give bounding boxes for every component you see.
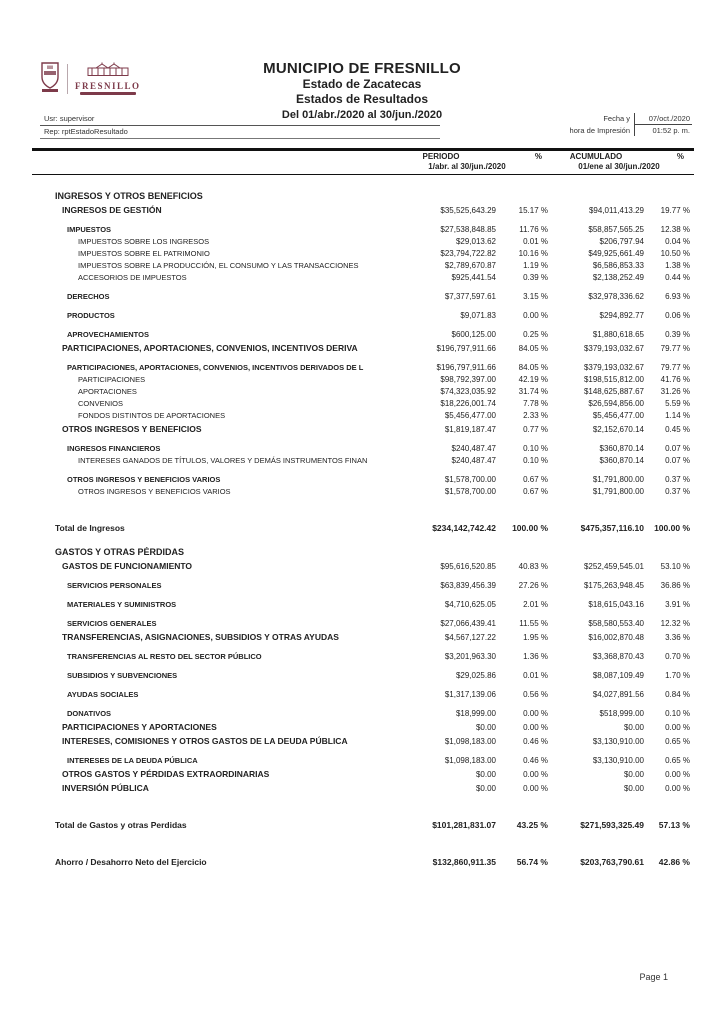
row-value: 0.07 % [665, 456, 690, 465]
row-value: $475,357,116.10 [580, 523, 644, 533]
row-value: $1,578,700.00 [444, 487, 496, 496]
row-value: 36.86 % [660, 581, 690, 590]
table-row [40, 310, 690, 321]
row-label: IMPUESTOS SOBRE LA PRODUCCIÓN, EL CONSUMO Y LAS TRANSACCIONES [78, 261, 359, 270]
row-value: 12.32 % [660, 619, 690, 628]
row-value: 11.55 % [519, 619, 548, 628]
row-value: $58,857,565.25 [588, 225, 644, 234]
row-value: $32,978,336.62 [588, 292, 644, 301]
table-row [40, 343, 690, 354]
row-value: $29,025.86 [455, 671, 496, 680]
row-label: INGRESOS FINANCIEROS [67, 444, 161, 453]
row-value: 0.00 % [665, 723, 690, 732]
row-label: PARTICIPACIONES Y APORTACIONES [62, 722, 217, 732]
row-label: DONATIVOS [67, 709, 112, 718]
row-label: INTERESES, COMISIONES Y OTROS GASTOS DE LA DEUDA PÚBLICA [62, 736, 348, 746]
row-label: ACCESORIOS DE IMPUESTOS [78, 273, 187, 282]
row-value: 0.00 % [523, 311, 548, 320]
report-rows [40, 178, 690, 868]
row-value: $196,797,911.66 [436, 363, 496, 372]
row-value: $1,791,800.00 [592, 487, 644, 496]
table-row [40, 599, 690, 610]
row-value: $2,138,252.49 [592, 273, 644, 282]
row-value: $49,925,661.49 [588, 249, 644, 258]
row-value: $26,594,856.00 [588, 399, 644, 408]
row-value: 0.00 % [523, 784, 548, 793]
row-value: $101,281,831.07 [432, 820, 496, 830]
spacer [32, 152, 386, 162]
row-value: 0.46 % [523, 756, 548, 765]
row-value: $0.00 [623, 770, 644, 779]
table-row [40, 651, 690, 662]
row-value: $0.00 [475, 770, 496, 779]
row-value: 56.74 % [516, 857, 548, 867]
row-value: 0.10 % [523, 456, 548, 465]
row-value: 10.50 % [660, 249, 690, 258]
row-value: $379,193,032.67 [583, 344, 644, 353]
row-value: 7.78 % [523, 399, 548, 408]
row-value: 0.10 % [523, 444, 548, 453]
print-info [570, 113, 692, 136]
row-value: $95,616,520.85 [440, 562, 496, 571]
table-row [40, 783, 690, 794]
row-label: APORTACIONES [78, 387, 137, 396]
row-label: INGRESOS Y OTROS BENEFICIOS [55, 191, 203, 201]
row-value: $58,580,553.40 [588, 619, 644, 628]
row-value: $5,456,477.00 [592, 411, 644, 420]
row-value: 2.33 % [523, 411, 548, 420]
table-row [40, 474, 690, 485]
row-value: 42.19 % [518, 375, 548, 384]
col-subheader-acumulado-range: 01/ene al 30/jun./2020 [578, 162, 660, 171]
row-label: PRODUCTOS [67, 311, 115, 320]
row-value: 0.10 % [665, 709, 690, 718]
table-row [40, 374, 690, 385]
row-value: 84.05 % [518, 344, 548, 353]
row-label: DERECHOS [67, 292, 110, 301]
row-value: $1,880,618.65 [592, 330, 644, 339]
table-row [40, 291, 690, 302]
row-value: 5.59 % [665, 399, 690, 408]
row-label: SUBSIDIOS Y SUBVENCIONES [67, 671, 178, 680]
col-header-pct-1: % [534, 152, 542, 161]
row-value [496, 191, 548, 202]
row-value: $518,999.00 [599, 709, 644, 718]
row-value [386, 547, 496, 558]
table-row [40, 820, 690, 831]
row-value: $29,013.62 [455, 237, 496, 246]
row-value: 0.01 % [523, 237, 548, 246]
row-value: 0.84 % [665, 690, 690, 699]
row-value: $148,625,887.67 [583, 387, 644, 396]
row-value: 84.05 % [518, 363, 548, 372]
row-label: TRANSFERENCIAS AL RESTO DEL SECTOR PÚBLICO [67, 652, 262, 661]
row-value: $240,487.47 [451, 456, 496, 465]
print-label-line1: Fecha y [603, 114, 630, 123]
row-value: $1,098,183.00 [444, 756, 496, 765]
row-value: 40.83 % [518, 562, 548, 571]
table-row [40, 689, 690, 700]
table-row [40, 272, 690, 283]
row-value: 19.77 % [660, 206, 690, 215]
row-label: APROVECHAMIENTOS [67, 330, 149, 339]
row-value: $1,791,800.00 [592, 475, 644, 484]
row-value: $0.00 [475, 723, 496, 732]
row-value: 0.07 % [665, 444, 690, 453]
row-value: $6,586,853.33 [592, 261, 644, 270]
table-row [40, 260, 690, 271]
row-value: $3,130,910.00 [592, 756, 644, 765]
row-value: $4,027,891.56 [592, 690, 644, 699]
row-value: 0.06 % [665, 311, 690, 320]
row-value: 0.39 % [665, 330, 690, 339]
row-label: MATERIALES Y SUMINISTROS [67, 600, 177, 609]
row-value: $8,087,109.49 [592, 671, 644, 680]
row-value: $2,152,670.14 [592, 425, 644, 434]
state-name: Estado de Zacatecas [302, 77, 422, 91]
row-value: $74,323,035.92 [440, 387, 496, 396]
row-label: INVERSIÓN PÚBLICA [62, 783, 149, 793]
logo-wordmark: FRESNILLO [75, 81, 141, 91]
row-value: 1.38 % [665, 261, 690, 270]
row-value [496, 547, 548, 558]
table-row [40, 722, 690, 733]
row-value: 43.25 % [516, 820, 548, 830]
row-label: FONDOS DISTINTOS DE APORTACIONES [78, 411, 226, 420]
table-row [40, 618, 690, 629]
row-value: 0.77 % [523, 425, 548, 434]
row-value: $252,459,545.01 [583, 562, 644, 571]
row-value: $23,794,722.82 [440, 249, 496, 258]
col-header-acumulado: ACUMULADO [569, 152, 623, 161]
row-value: 0.25 % [523, 330, 548, 339]
row-value: 15.17 % [518, 206, 548, 215]
row-value: $1,819,187.47 [444, 425, 496, 434]
row-value: $3,130,910.00 [592, 737, 644, 746]
row-value: $132,860,911.35 [432, 857, 496, 867]
row-value: $925,441.54 [451, 273, 496, 282]
row-label: SERVICIOS PERSONALES [67, 581, 162, 590]
row-value: 1.36 % [523, 652, 548, 661]
row-value: 79.77 % [660, 363, 690, 372]
row-value: 31.74 % [518, 387, 548, 396]
report-period: Del 01/abr./2020 al 30/jun./2020 [281, 109, 443, 121]
row-value: 0.67 % [523, 475, 548, 484]
row-value: $198,515,812.00 [583, 375, 644, 384]
row-value: 79.77 % [660, 344, 690, 353]
table-row [40, 443, 690, 454]
row-label: GASTOS DE FUNCIONAMIENTO [62, 561, 193, 571]
row-value: 0.00 % [523, 770, 548, 779]
table-row [40, 398, 690, 409]
row-value: $240,487.47 [451, 444, 496, 453]
row-value: $98,792,397.00 [440, 375, 496, 384]
row-label: OTROS INGRESOS Y BENEFICIOS VARIOS [78, 487, 231, 496]
table-row [40, 523, 690, 534]
row-value: $234,142,742.42 [432, 523, 496, 533]
row-value: $27,538,848.85 [440, 225, 496, 234]
row-label: Total de Gastos y otras Perdidas [55, 820, 187, 830]
table-row [40, 632, 690, 643]
row-value: $18,615,043.16 [588, 600, 644, 609]
row-value: $271,593,325.49 [580, 820, 644, 830]
row-value: 0.00 % [665, 770, 690, 779]
row-value: 0.39 % [523, 273, 548, 282]
row-value: $0.00 [475, 784, 496, 793]
row-value: 11.76 % [519, 225, 548, 234]
row-value: $379,193,032.67 [583, 363, 644, 372]
table-row [40, 708, 690, 719]
row-value: $3,201,963.30 [444, 652, 496, 661]
table-row [40, 547, 690, 558]
table-row [40, 755, 690, 766]
row-value: $360,870.14 [599, 456, 644, 465]
row-label: IMPUESTOS SOBRE LOS INGRESOS [78, 237, 210, 246]
row-value: $7,377,597.61 [444, 292, 496, 301]
table-row [40, 329, 690, 340]
col-subheader-periodo-range: 1/abr. al 30/jun./2020 [428, 162, 506, 171]
row-value [644, 547, 690, 558]
meta-left [40, 113, 440, 139]
page-number: Page 1 [639, 972, 668, 982]
report-id-label: Rep: rptEstadoResultado [40, 126, 440, 139]
row-label: GASTOS Y OTRAS PÉRDIDAS [55, 547, 185, 557]
row-value: $360,870.14 [599, 444, 644, 453]
row-label: INTERESES GANADOS DE TÍTULOS, VALORES Y DEMÁS INSTRUMENTOS FINAN [78, 456, 368, 465]
row-value: $206,797.94 [599, 237, 644, 246]
row-value: $600,125.00 [451, 330, 496, 339]
row-value: 3.15 % [523, 292, 548, 301]
table-row [40, 362, 690, 373]
organization-name: MUNICIPIO DE FRESNILLO [263, 60, 461, 77]
row-value: 10.16 % [518, 249, 548, 258]
row-value: $94,011,413.29 [588, 206, 644, 215]
row-value [548, 191, 644, 202]
row-value: 0.00 % [523, 723, 548, 732]
table-row [40, 424, 690, 435]
row-value: $4,567,127.22 [444, 633, 496, 642]
row-value: $196,797,911.66 [436, 344, 496, 353]
table-row [40, 236, 690, 247]
row-value: $294,892.77 [599, 311, 644, 320]
row-value: $4,710,625.05 [444, 600, 496, 609]
row-label: OTROS GASTOS Y PÉRDIDAS EXTRAORDINARIAS [62, 769, 270, 779]
table-row [40, 486, 690, 497]
row-value: $1,317,139.06 [444, 690, 496, 699]
table-row [40, 205, 690, 216]
row-value: 41.76 % [660, 375, 690, 384]
table-row [40, 857, 690, 868]
row-label: CONVENIOS [78, 399, 124, 408]
row-label: Total de Ingresos [55, 523, 125, 533]
row-value: 42.86 % [658, 857, 690, 867]
col-header-periodo: PERIODO [422, 152, 460, 161]
report-title: Estados de Resultados [295, 92, 429, 106]
table-row [40, 580, 690, 591]
row-value: 31.26 % [660, 387, 690, 396]
row-value: 1.70 % [665, 671, 690, 680]
row-label: PARTICIPACIONES, APORTACIONES, CONVENIOS, INCENTIVOS DERIVA [62, 343, 358, 353]
table-row [40, 670, 690, 681]
row-label: OTROS INGRESOS Y BENEFICIOS VARIOS [67, 475, 221, 484]
column-header-band [32, 148, 694, 175]
row-value [644, 191, 690, 202]
table-row [40, 191, 690, 202]
table-row [40, 455, 690, 466]
row-value: $16,002,870.48 [588, 633, 644, 642]
row-label: SERVICIOS GENERALES [67, 619, 157, 628]
row-value: $0.00 [623, 784, 644, 793]
row-value: 0.65 % [665, 737, 690, 746]
table-row [40, 248, 690, 259]
row-value: $1,098,183.00 [444, 737, 496, 746]
row-value: $18,999.00 [455, 709, 496, 718]
row-value: 0.44 % [665, 273, 690, 282]
row-label: TRANSFERENCIAS, ASIGNACIONES, SUBSIDIOS Y OTRAS AYUDAS [62, 632, 339, 642]
table-row [40, 769, 690, 780]
table-row [40, 386, 690, 397]
row-label: IMPUESTOS SOBRE EL PATRIMONIO [78, 249, 210, 258]
row-label: INTERESES DE LA DEUDA PÚBLICA [67, 756, 198, 765]
row-label: PARTICIPACIONES, APORTACIONES, CONVENIOS, INCENTIVOS DERIVADOS DE L [67, 363, 364, 372]
row-value: $5,456,477.00 [444, 411, 496, 420]
row-value: 6.93 % [665, 292, 690, 301]
user-label: Usr: supervisor [40, 113, 440, 126]
row-value: 57.13 % [658, 820, 690, 830]
table-row [40, 410, 690, 421]
row-value: 27.26 % [518, 581, 548, 590]
row-value: 0.65 % [665, 756, 690, 765]
row-value: $3,368,870.43 [592, 652, 644, 661]
print-label-line2: hora de Impresión [569, 126, 630, 135]
row-label: INGRESOS DE GESTIÓN [62, 205, 162, 215]
row-value: $18,226,001.74 [440, 399, 496, 408]
row-value: $35,525,643.29 [440, 206, 496, 215]
row-value: 0.37 % [665, 475, 690, 484]
row-value: 3.36 % [665, 633, 690, 642]
row-label: IMPUESTOS [67, 225, 112, 234]
row-value: $63,839,456.39 [440, 581, 496, 590]
row-value: 3.91 % [665, 600, 690, 609]
row-value: 0.04 % [665, 237, 690, 246]
col-header-pct-2: % [676, 152, 684, 161]
row-value: 2.01 % [523, 600, 548, 609]
row-value: $1,578,700.00 [444, 475, 496, 484]
row-value: 1.14 % [665, 411, 690, 420]
row-value: $9,071.83 [460, 311, 496, 320]
row-label: AYUDAS SOCIALES [67, 690, 139, 699]
row-value: $175,263,948.45 [583, 581, 644, 590]
print-time: 01:52 p. m. [634, 125, 692, 136]
row-label: Ahorro / Desahorro Neto del Ejercicio [55, 857, 207, 867]
row-value: 12.38 % [660, 225, 690, 234]
row-label: OTROS INGRESOS Y BENEFICIOS [62, 424, 202, 434]
table-row [40, 561, 690, 572]
row-value: 100.00 % [654, 523, 690, 533]
row-value: 1.95 % [523, 633, 548, 642]
spacer [32, 162, 386, 172]
row-value: 0.56 % [523, 690, 548, 699]
row-value: $2,789,670.87 [444, 261, 496, 270]
row-value: 100.00 % [512, 523, 548, 533]
row-value: $203,763,790.61 [580, 857, 644, 867]
row-label: PARTICIPACIONES [78, 375, 146, 384]
row-value: $0.00 [623, 723, 644, 732]
row-value: 53.10 % [660, 562, 690, 571]
row-value: 0.00 % [523, 709, 548, 718]
row-value [548, 547, 644, 558]
print-date: 07/oct./2020 [634, 113, 692, 125]
row-value: 0.67 % [523, 487, 548, 496]
table-row [40, 736, 690, 747]
row-value: 1.19 % [523, 261, 548, 270]
row-value: 0.70 % [665, 652, 690, 661]
row-value: 0.46 % [523, 737, 548, 746]
row-value: $27,066,439.41 [440, 619, 496, 628]
table-row [40, 224, 690, 235]
row-value: 0.01 % [523, 671, 548, 680]
row-value [386, 191, 496, 202]
row-value: 0.37 % [665, 487, 690, 496]
row-value: 0.00 % [665, 784, 690, 793]
row-value: 0.45 % [665, 425, 690, 434]
